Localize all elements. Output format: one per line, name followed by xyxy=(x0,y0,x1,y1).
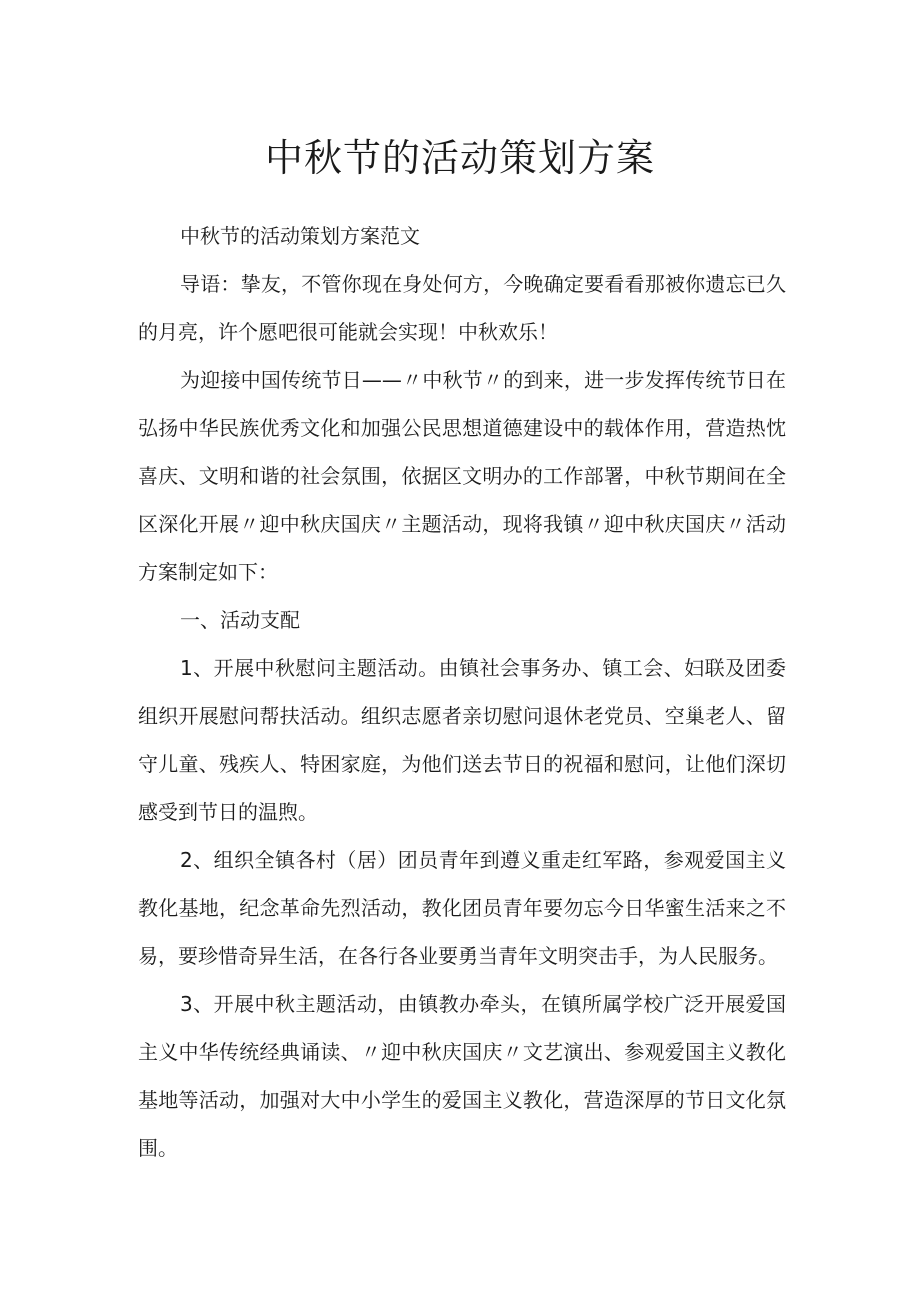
document-subtitle: 中秋节的活动策划方案范文 xyxy=(180,224,420,248)
document-body xyxy=(138,212,786,1172)
section-heading-activities: 一、活动支配 xyxy=(180,608,300,632)
document-title: 中秋节的活动策划方案 xyxy=(264,136,655,180)
paragraph-intro: 导语：挚友，不管你现在身处何方，今晚确定要看看那被你遗忘已久的月亮，许个愿吧很可能就会实现！中秋欢乐！ xyxy=(138,272,786,344)
paragraph-item-1: 1、开展中秋慰问主题活动。由镇社会事务办、镇工会、妇联及团委组织开展慰问帮扶活动。组织志愿者亲切慰问退休老党员、空巢老人、留守儿童、残疾人、特困家庭，为他们送去节日的祝福和慰问，让他们深切感受到节日的温煦。 xyxy=(138,656,786,824)
paragraph-background: 为迎接中国传统节日——〃中秋节〃的到来，进一步发挥传统节日在弘扬中华民族优秀文化和加强公民思想道德建设中的载体作用，营造热忱喜庆、文明和谐的社会氛围，依据区文明办的工作部署，中秋节期间在全区深化开展〃迎中秋庆国庆〃主题活动，现将我镇〃迎中秋庆国庆〃活动方案制定如下： xyxy=(138,368,786,584)
paragraph-item-3: 3、开展中秋主题活动，由镇教办牵头，在镇所属学校广泛开展爱国主义中华传统经典诵读、〃迎中秋庆国庆〃文艺演出、参观爱国主义教化基地等活动，加强对大中小学生的爱国主义教化，营造深厚的节日文化氛围。 xyxy=(138,992,786,1160)
paragraph-item-2: 2、组织全镇各村（居）团员青年到遵义重走红军路，参观爱国主义教化基地，纪念革命先烈活动，教化团员青年要勿忘今日华蜜生活来之不易，要珍惜奇异生活，在各行各业要勇当青年文明突击手，为人民服务。 xyxy=(138,848,786,968)
